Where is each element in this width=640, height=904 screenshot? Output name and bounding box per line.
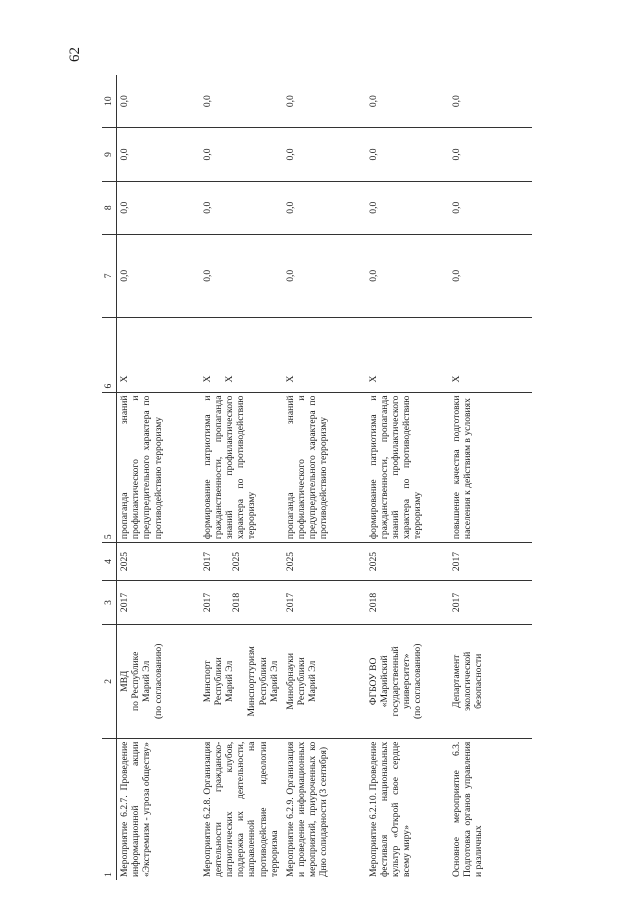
indicator-cell — [283, 317, 366, 392]
column-number-5: 5 — [102, 392, 117, 543]
column-number-6: 6 — [102, 317, 117, 392]
start-year-cell — [200, 580, 283, 624]
value-cell-7: 0,0 — [366, 234, 449, 317]
executor-line: Департамент — [450, 654, 462, 708]
page-number: 62 — [67, 47, 83, 62]
table-row — [366, 75, 449, 880]
value-cell-7: 0,0 — [200, 234, 283, 317]
event-name-cell: Основное мероприятие 6.3. Подготовка органов управления и различных — [450, 741, 484, 877]
value-cell-8: 0,0 — [366, 181, 449, 234]
start-year: 2017 — [119, 592, 130, 613]
start-year-cell — [366, 580, 449, 624]
indicator-cell — [117, 317, 200, 392]
table-row — [200, 75, 283, 880]
end-year: 2025 — [284, 551, 296, 572]
event-name-cell: Мероприятие 6.2.7. Проведение информационной акции «Экстремизм - угроза обществу» — [119, 741, 153, 877]
executor-line: Марий Эл — [306, 660, 318, 702]
table-body — [117, 75, 532, 880]
executor-line: Республики — [212, 657, 224, 706]
value-cell-10: 0,0 — [283, 75, 366, 128]
executor-line: государственный — [389, 646, 401, 717]
start-year: 2017 — [201, 592, 213, 613]
end-year: 2017 — [201, 551, 213, 572]
executor-line: Марий Эл — [223, 660, 235, 702]
executor-line: Марий Эл — [141, 660, 153, 702]
executor-cell — [366, 624, 449, 738]
end-year-cell — [200, 543, 283, 581]
executor-cell — [200, 624, 283, 738]
table-header — [102, 75, 117, 880]
x-mark: X — [367, 375, 379, 383]
executor-line: Республики — [295, 657, 307, 706]
start-year: 2017 — [450, 592, 462, 613]
column-number-1: 1 — [102, 738, 117, 880]
value-cell-10: 0,0 — [117, 75, 200, 128]
value-cell-9: 0,0 — [449, 128, 532, 181]
column-number-2: 2 — [102, 624, 117, 738]
executor-line: «Марийский — [378, 655, 390, 708]
executor-cell — [449, 624, 532, 738]
expected-result-cell: формирование патриотизма и гражданственности, пропаганда знаний профилактического характера по противодействию терроризму — [200, 392, 283, 543]
indicator-cell — [449, 317, 532, 392]
rotated-table-container — [102, 75, 522, 880]
end-year: 2025 — [367, 551, 379, 572]
expected-result-cell: пропаганда знаний профилактического и предупредительного характера по противодействию терроризму — [117, 392, 200, 543]
value-cell-7: 0,0 — [449, 234, 532, 317]
table-row — [283, 75, 366, 880]
start-year-cell — [117, 580, 200, 624]
start-year: 2017 — [284, 592, 296, 613]
value-cell-9: 0,0 — [117, 128, 200, 181]
x-mark: X — [284, 375, 296, 383]
event-name-cell: Мероприятие 6.2.9. Организация и проведение информационных мероприятий, приуроченных ко Дню солидарности (3 сентября) — [284, 741, 330, 877]
value-cell-10: 0,0 — [449, 75, 532, 128]
column-number-10: 10 — [102, 75, 117, 128]
end-year: 2017 — [450, 551, 462, 572]
executor-line: Минобрнауки — [284, 652, 296, 710]
executor-line: Республики — [257, 657, 269, 706]
end-year-cell — [449, 543, 532, 581]
end-year-cell — [366, 543, 449, 581]
column-number-8: 8 — [102, 181, 117, 234]
value-cell-10: 0,0 — [200, 75, 283, 128]
table-row — [449, 75, 532, 880]
executor-line: МВД — [119, 670, 130, 692]
value-cell-10: 0,0 — [366, 75, 449, 128]
column-number-3: 3 — [102, 580, 117, 624]
x-mark: X — [223, 375, 235, 383]
value-cell-8: 0,0 — [283, 181, 366, 234]
x-mark: X — [119, 375, 130, 383]
executor-line: экологической — [461, 651, 473, 711]
executor-cell — [283, 624, 366, 738]
x-mark: X — [201, 375, 213, 383]
value-cell-7: 0,0 — [117, 234, 200, 317]
value-cell-8: 0,0 — [117, 181, 200, 234]
executor-line: Минспорттуризм — [246, 646, 258, 717]
start-year: 2018 — [367, 592, 379, 613]
end-year-cell — [283, 543, 366, 581]
executor-line: безопасности — [472, 653, 484, 709]
column-number-4: 4 — [102, 543, 117, 581]
executor-line: Минспорт — [201, 660, 213, 703]
indicator-cell — [366, 317, 449, 392]
executor-line: университет» — [401, 653, 413, 710]
column-number-9: 9 — [102, 128, 117, 181]
executor-line: Марий Эл — [268, 660, 280, 702]
x-mark: X — [450, 375, 462, 383]
value-cell-9: 0,0 — [200, 128, 283, 181]
value-cell-8: 0,0 — [449, 181, 532, 234]
expected-result-cell: повышение качества подготовки населения к действиям в условиях — [449, 392, 532, 543]
executor-line: по Республике — [130, 651, 142, 711]
end-year-cell — [117, 543, 200, 581]
header-row — [102, 75, 117, 880]
value-cell-9: 0,0 — [366, 128, 449, 181]
table-row — [117, 75, 200, 880]
end-year: 2025 — [230, 551, 242, 572]
executor-line: (по согласованию) — [152, 643, 164, 720]
end-year: 2025 — [119, 551, 130, 572]
value-cell-9: 0,0 — [283, 128, 366, 181]
event-name-cell: Мероприятие 6.2.10. Проведение фестиваля национальных культур «Открой свое сердце всему миру» — [367, 741, 413, 877]
executor-cell — [117, 624, 200, 738]
executor-line: (по согласованию) — [412, 643, 424, 720]
expected-result-cell: пропаганда знаний профилактического и предупредительного характера по противодействию терроризму — [283, 392, 366, 543]
program-events-table — [102, 75, 532, 880]
expected-result-cell: формирование патриотизма и гражданственности, пропаганда знаний профилактического характера по противодействию терроризму — [366, 392, 449, 543]
start-year-cell — [449, 580, 532, 624]
start-year: 2018 — [230, 592, 242, 613]
value-cell-7: 0,0 — [283, 234, 366, 317]
column-number-7: 7 — [102, 234, 117, 317]
start-year-cell — [283, 580, 366, 624]
event-name-cell: Мероприятие 6.2.8. Организация деятельности гражданско-патриотических клубов, поддержка их деятельности, направленной на противодействие идеологии терроризма — [201, 741, 280, 877]
value-cell-8: 0,0 — [200, 181, 283, 234]
indicator-cell — [200, 317, 283, 392]
executor-line — [235, 628, 246, 735]
executor-line: ФГБОУ ВО — [367, 657, 379, 706]
